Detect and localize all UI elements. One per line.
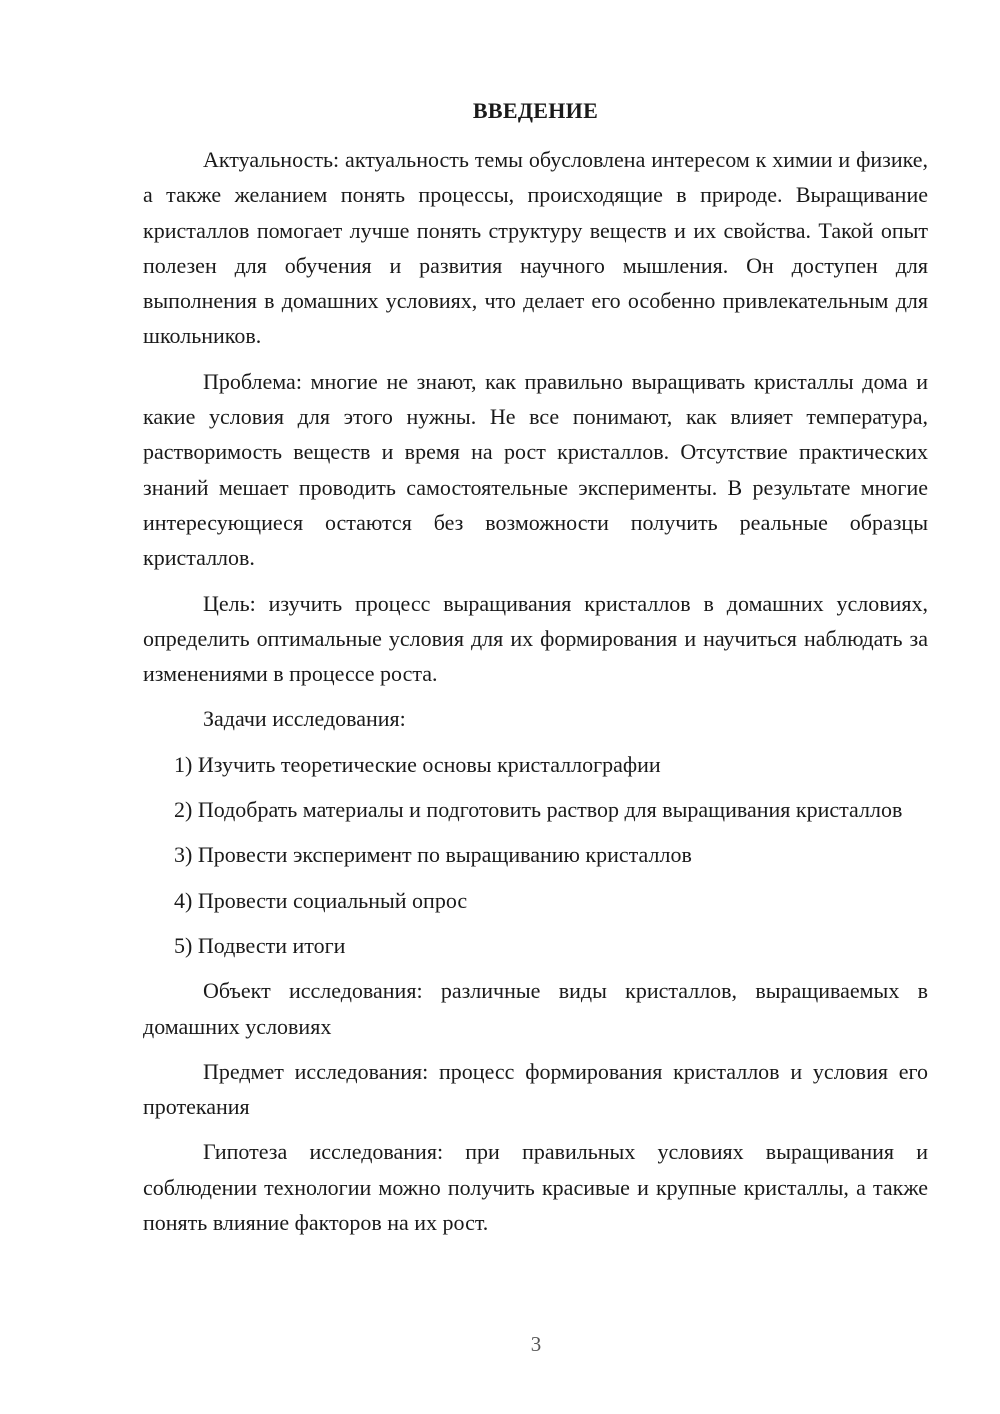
paragraph-hypothesis: Гипотеза исследования: при правильных условиях выращивания и соблюдении технологии можно получить красивые и крупные кристаллы, а также понять влияние факторов на их рост. bbox=[143, 1139, 928, 1236]
task-item: 4) Провести социальный опрос bbox=[174, 887, 468, 913]
task-item: 3) Провести эксперимент по выращиванию кристаллов bbox=[174, 842, 692, 868]
body-text bbox=[143, 142, 928, 1250]
paragraph-object: Объект исследования: различные виды кристаллов, выращиваемых в домашних условиях bbox=[143, 978, 928, 1039]
paragraph-goal: Цель: изучить процесс выращивания кристаллов в домашних условиях, определить оптимальные условия для их формирования и научиться наблюдать за изменениями в процессе роста. bbox=[143, 590, 928, 687]
paragraph-problem: Проблема: многие не знают, как правильно выращивать кристаллы дома и какие условия для этого нужны. Не все понимают, как влияет температура, растворимость веществ и время на рост кристаллов. Отсутствие практических знаний мешает проводить самостоятельные эксперименты. В результате многие интересующиеся остаются без возможности получить реальные образцы кристаллов. bbox=[143, 368, 928, 571]
section-title: ВВЕДЕНИЕ bbox=[472, 98, 599, 123]
paragraph-subject: Предмет исследования: процесс формирования кристаллов и условия его протекания bbox=[143, 1058, 928, 1120]
tasks-heading: Задачи исследования: bbox=[203, 706, 406, 732]
task-item: 5) Подвести итоги bbox=[174, 932, 346, 958]
page-number: 3 bbox=[530, 1332, 542, 1356]
paragraph-relevance: Актуальность: актуальность темы обусловлена интересом к химии и физике, а также желанием понять процессы, происходящие в природе. Выращивание кристаллов помогает лучше понять структуру веществ и их свойства. Такой опыт полезен для обучения и развития научного мышления. Он доступен для выполнения в домашних условиях, что делает его особенно привлекательным для школьников. bbox=[143, 147, 928, 349]
task-item: 1) Изучить теоретические основы кристаллографии bbox=[174, 751, 661, 777]
task-item: 2) Подобрать материалы и подготовить раствор для выращивания кристаллов bbox=[174, 797, 903, 823]
